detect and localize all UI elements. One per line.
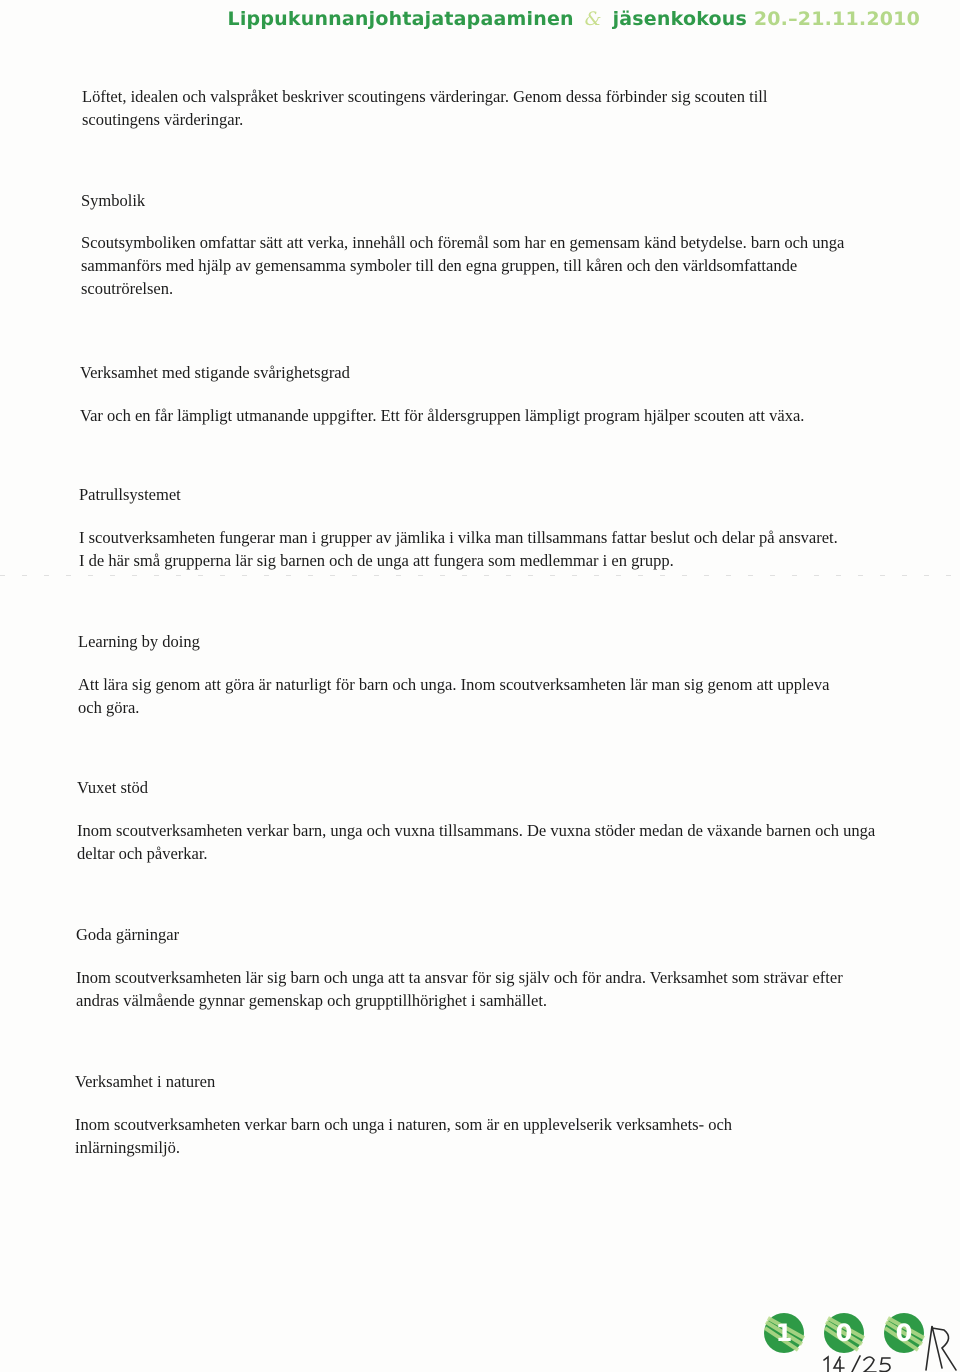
logo-digit-3: 0 — [895, 1319, 913, 1347]
section-learning-by-doing — [78, 631, 848, 719]
section-vuxet-stod — [77, 777, 887, 865]
section-text: Att lära sig genom att göra är naturligt för barn och unga. Inom scoutverksamheten lär man sig genom att uppleva och göra. — [78, 675, 830, 717]
section-heading: Symbolik — [81, 191, 146, 210]
section-text: Inom scoutverksamheten verkar barn och unga i naturen, som är en upplevelserik verksamhets- och inlärningsmiljö. — [75, 1115, 733, 1157]
section-heading: Verksamhet med stigande svårighetsgrad — [80, 363, 350, 382]
section-svarighetsgrad — [80, 362, 880, 427]
section-goda-garningar — [76, 924, 886, 1012]
header-date: 20.–21.11.2010 — [753, 8, 920, 30]
header-title: Lippukunnanjohtajatapaaminen — [227, 8, 574, 30]
scan-artifact-line — [0, 575, 960, 576]
section-heading: Verksamhet i naturen — [75, 1072, 216, 1091]
section-heading: Learning by doing — [78, 632, 200, 651]
intro-block — [82, 85, 842, 131]
section-symbolik — [81, 190, 881, 300]
section-text: Var och en får lämpligt utmanande uppgifter. Ett för åldersgruppen lämpligt program hjälper scouten att växa. — [80, 406, 805, 425]
section-heading: Goda gärningar — [76, 925, 180, 944]
logo-digit-circle — [764, 1313, 804, 1353]
anniversary-logo — [760, 1308, 960, 1372]
section-text: Inom scoutverksamheten lär sig barn och unga att ta ansvar för sig själv och för andra. Verksamhet som strävar efter andras välmående gynnar gemenskap och grupptillhörighet i samhället. — [76, 968, 843, 1010]
section-text: I scoutverksamheten fungerar man i grupper av jämlika i vilka man tillsammans fattar beslut och delar på ansvaret. I de här små grupperna lär sig barnen och de unga att fungera som medlemmar i en grupp. — [79, 528, 838, 570]
page-header — [228, 8, 920, 30]
logo-digit-1: 1 — [775, 1319, 793, 1347]
intro-paragraph: Löftet, idealen och valspråket beskriver scoutingens värderingar. Genom dessa förbinder sig scouten till scoutingens värderingar. — [82, 87, 768, 129]
logo-digit-circle — [884, 1313, 924, 1353]
section-heading: Patrullsystemet — [79, 485, 181, 504]
section-verksamhet-i-naturen — [75, 1071, 815, 1159]
handwritten-initials — [926, 1326, 956, 1370]
section-text: Inom scoutverksamheten verkar barn, unga och vuxna tillsammans. De vuxna stöder medan de växande barnen och unga deltar och påverkar. — [77, 821, 876, 863]
logo-digit-circle — [824, 1313, 864, 1353]
handwritten-page-number — [824, 1356, 890, 1372]
logo-digit-2: 0 — [835, 1319, 853, 1347]
section-heading: Vuxet stöd — [77, 778, 148, 797]
header-subtitle: jäsenkokous — [612, 8, 748, 30]
section-patrullsystemet — [79, 484, 839, 572]
header-ampersand: & — [584, 8, 602, 30]
section-text: Scoutsymboliken omfattar sätt att verka, innehåll och föremål som har en gemensam känd betydelse. barn och unga sammanförs med hjälp av gemensamma symboler till den egna gruppen, till kåren och den världsomfattande scoutrörelsen. — [81, 233, 845, 298]
